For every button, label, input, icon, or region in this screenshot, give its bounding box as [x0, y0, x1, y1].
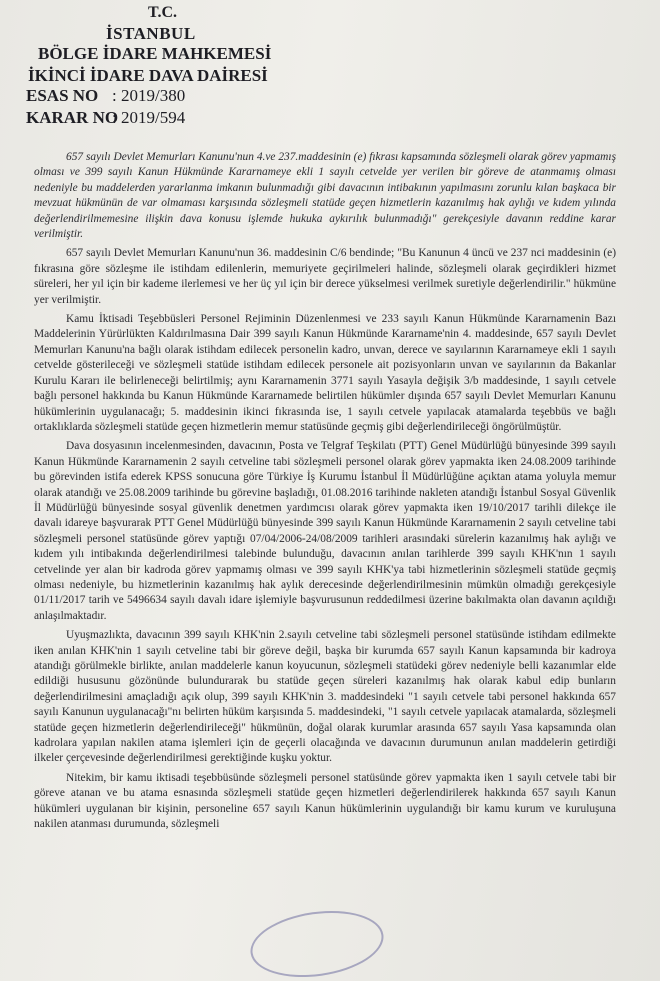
paragraph-article-36: 657 sayılı Devlet Memurları Kanunu'nun 36. maddesinin C/6 bendinde; "Bu Kanunun 4 üncü ve 237 nci maddesinin (e) fıkrasına göre sözleşme ile istihdam edilenlerin, memuriyete geçirilmeleri halinde, sözleşmeli olarak geçirdikleri hizmet süreleri, her yıl için bir kademe ilerlemesi ve her üç yıl için bir derece yükselmesi verilmek suretiyle değerlendirilir." hükmüne yer verilmiştir. [34, 247, 616, 306]
paragraph-decree-399: Kamu İktisadi Teşebbüsleri Personel Rejiminin Düzenlenmesi ve 233 sayılı Kanun Hükmünde Kararnamenin Bazı Maddelerinin Yürürlükten Kaldırılmasına Dair 399 sayılı Kanun Hükmünde Kararname'nin 4. maddesinde, 657 sayılı Devlet Memurları Kanunu'na bağlı olarak istihdam edilecek personelin kadro, unvan, derece ve sayılarının Kararnameye ekli 1 sayılı cetvelde gösterileceği ve sözleşmeli statüde istihdam edilecek personele ait pozisyonların unvan ve sayılarının da Bakanlar Kurulu Kararı ile belirleneceği belirtilmiş; aynı Kararnamenin 3771 sayılı Yasayla değişik 3/b maddesinde, 1 sayılı cetvele bağlı personel hakkında bu Kanun Hükmünde Kararnamede belirtilen hükümler dışında 657 sayılı Devlet Memurları Kanunu hükümlerinin uygulanacağı; 5. maddesinin ikinci fıkrasında ise, 1 sayılı cetvele yapılacak atamalarda teşebbüs ve bağlı ortaklıklarda sözleşmeli statüde geçen hizmetlerin memur statüsünde geçmiş gibi değerlendirileceği öngörülmüştür. [34, 313, 616, 433]
court-name: BÖLGE İDARE MAHKEMESİ [38, 44, 272, 63]
paragraph-quoted-reasoning: 657 sayılı Devlet Memurları Kanunu'nun 4.ve 237.maddesinin (e) fıkrası kapsamında sözleşmeli olarak görev yapmamış olması ve 399 sayılı Kanun Hükmünde Kararnameye ekli 1 sayılı cetvelde yer verilen bir göreve de atanmamış olması nedeniyle bu maddelerden yararlanma imkanın bulunmadığı gibi davacının intibakının yapılmasını zorunlu kılan başkaca bir mevzuat hükmünün de var olmaması karşısında sözleşmeli statüde geçen hizmetlerin kazanılmış hak aylığı ve kıdem yılında değerlendirilmemesine ilişkin dava konusu işlemde hukuka aykırılık bulunmadığı" gerekçesiyle davanın reddine karar verilmiştir. [34, 151, 616, 241]
decision-number-row [26, 108, 185, 128]
paragraph-case-facts: Dava dosyasının incelenmesinden, davacının, Posta ve Telgraf Teşkilatı (PTT) Genel Müdürlüğü bünyesinde 399 sayılı Kanun Hükmünde Kararnamenin 2 sayılı cetveline tabi sözleşmeli personel olarak görev yapmakta iken 24.08.2009 tarihinde bu görevinden istifa ederek KPSS sonucuna göre Türkiye İş Kurumu İstanbul İl Müdürlüğüne açıktan atama yoluyla memur olarak atandığı ve 25.08.2009 tarihinde bu görevine başladığı, 01.08.2016 tarihinde nakleten atandığı İstanbul Sosyal Güvenlik İl Müdürlüğü bünyesinde sosyal güvenlik denetmen yardımcısı olarak görev yapmakta iken 19/10/2017 tarihli dilekçe ile davalı idareye başvurarak PTT Genel Müdürlüğü bünyesinde 399 sayılı Kanun Hükmünde Kararnamenin 2 sayılı cetveline tabi sözleşmeli personel statüsünde görev yaptığı 07/04/2006-24/08/2009 tarihleri arasındaki sürelerin kazanılmış hak aylığı ve kıdem yılı intibakında değerlendirilmesi talebinde bulunduğu, davacının anılan tarihlerde 399 sayılı KHK'nın 1 sayılı cetvelinde yer alan bir kadroda görev yapmamış olması ve 399 sayılı KHK'ya tabi hizmetlerinin sözleşmeli statüde geçmiş olması nedeniyle, bu hizmetlerinin kazanılmış hak aylık derecesinde değerlendirilmesinin mümkün olmadığı gerekçesiyle 01/11/2017 tarih ve 5496634 sayılı davalı idare işlemiyle başvurusunun reddedilmesi üzerine bakılmakta olan davanın açıldığı anlaşılmaktadır. [34, 440, 616, 622]
decision-body [34, 150, 616, 836]
case-number-row [26, 86, 185, 106]
case-number-value: : 2019/380 [112, 86, 186, 105]
chamber-name: İKİNCİ İDARE DAVA DAİRESİ [28, 66, 268, 85]
paragraph-dispute: Uyuşmazlıkta, davacının 399 sayılı KHK'nin 2.sayılı cetveline tabi sözleşmeli personel statüsünde istihdam edilmekte iken anılan KHK'nin 1 sayılı cetveline tabi bir göreve değil, başka bir kurumda 657 sayılı Kanun kapsamında bir kadroya atandığı görülmekle birlikte, anılan maddelerle kanun koyucunun, sözleşmeli statüdeki görev nedeniyle belli kazanımlar elde edildiği hususunu gözönünde bulundurarak bu statüde geçen süreleri kazanılmış hak olarak kabul edip bunların değerlendirilmesini amaçladığı açık olup, 399 sayılı KHK'nin 3. maddesindeki "1 sayılı cetvele tabi personel hakkında 657 sayılı Kanunun uygulanacağı"nı belirten hüküm karşısında 5. maddesindeki, "1 sayılı cetvele yapılacak atamalarda, sözleşmeli statüde geçen hizmetlerin değerlendirileceği" hükmünün, doğal olarak kurumlar arasında 657 sayılı Yasa kapsamında olan kadrolara yapılan nakilen atama işlemleri için de geçerli olacağında ve davacının durumunun anılan maddelerin getirdiği ilkeler çerçevesinde değerlendirilmesi gerektiğinde kuşku yoktur. [34, 629, 616, 765]
faint-stamp [246, 903, 388, 981]
paragraph-conclusion: Nitekim, bir kamu iktisadi teşebbüsünde sözleşmeli personel statüsünde görev yapmakta iken 1 sayılı cetvele tabi bir göreve atanan ve bu atama esnasında sözleşmeli statüde geçen hizmetleri değerlendirilerek hakkında 657 sayılı Kanun hükümleri uygulanan bir kişinin, personeline 657 sayılı Kanun hükümlerinin uygulandığı bir kamu kurum ve kuruluşuna nakilen atanması durumunda, sözleşmeli [34, 771, 616, 831]
decision-number-value: : 2019/594 [112, 108, 186, 127]
republic-abbreviation: T.C. [148, 4, 178, 21]
case-number-label: ESAS NO [26, 86, 99, 105]
city-name: İSTANBUL [106, 24, 196, 43]
decision-number-label: KARAR NO [26, 108, 119, 127]
court-header [0, 0, 660, 150]
